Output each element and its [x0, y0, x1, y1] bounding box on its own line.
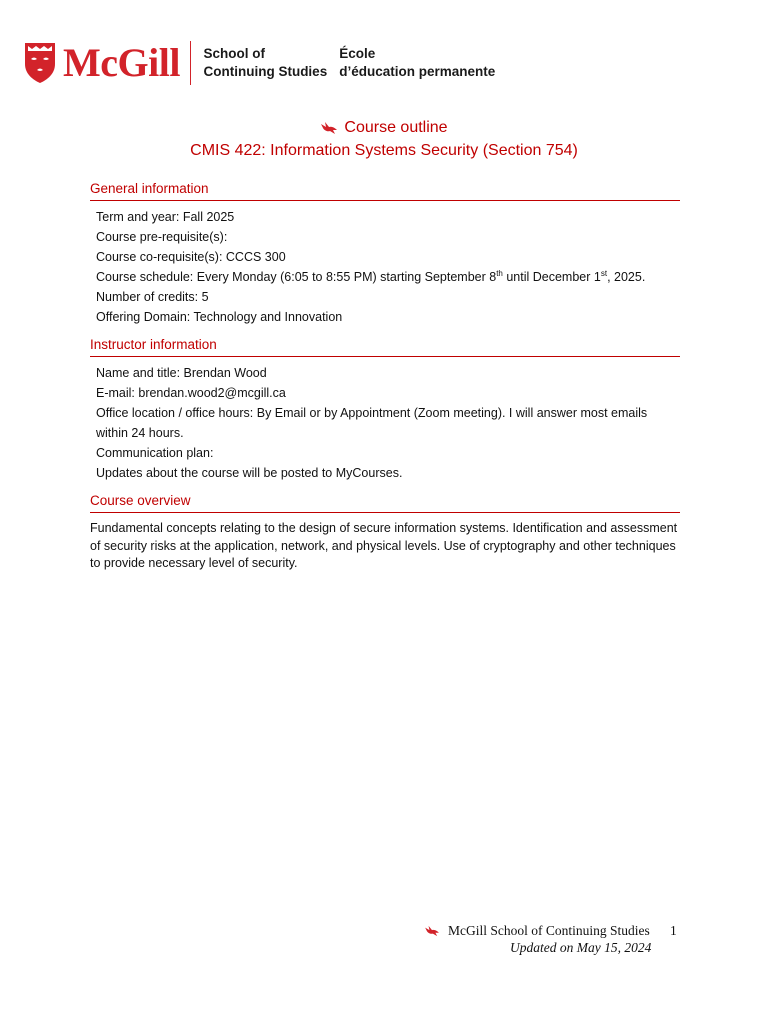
course-schedule: Course schedule: Every Monday (6:05 to 8:55 PM) starting September 8th until December 1st, 2025.: [96, 268, 646, 284]
term-year: Term and year: Fall 2025: [96, 210, 235, 224]
course-title: CMIS 422: Information Systems Security (Section 754): [190, 142, 578, 159]
unit-name-en: School of Continuing Studies: [203, 46, 328, 79]
general-info-list: [96, 207, 676, 327]
communication-plan: Communication plan:: [96, 446, 214, 460]
title-line-course-outline: Course outline: [0, 117, 768, 139]
document-title: [0, 117, 768, 162]
martlet-bird-icon: [320, 121, 338, 135]
header-divider: [190, 41, 192, 85]
instructor-email: E-mail: brendan.wood2@mcgill.ca: [96, 386, 286, 400]
prerequisites: Course pre-requisite(s):: [96, 230, 228, 244]
office-hours: Office location / office hours: By Email or by Appointment (Zoom meeting). I will answer most emails within 24 hours.: [96, 406, 648, 440]
section-heading-general: General information: [90, 180, 680, 201]
header: [24, 38, 495, 88]
page-footer: [420, 922, 680, 956]
course-overview-text: Fundamental concepts relating to the design of secure information systems. Identification and assessment of security risks at the application, network, and physical levels. Use of cryptography and other techniques to provide necessary level of security.: [90, 521, 678, 570]
section-heading-overview: Course overview: [90, 492, 680, 513]
page-number: 1: [670, 923, 677, 938]
section-heading-instructor: Instructor information: [90, 336, 680, 357]
offering-domain: Offering Domain: Technology and Innovation: [96, 310, 343, 324]
mcgill-crest-icon: [24, 42, 56, 84]
course-updates: Updates about the course will be posted to MyCourses.: [96, 466, 403, 480]
unit-name-fr: École d’éducation permanente: [339, 46, 496, 79]
mcgill-wordmark: McGill: [63, 40, 180, 85]
credits: Number of credits: 5: [96, 290, 209, 304]
updated-date: Updated on May 15, 2024: [510, 940, 652, 955]
martlet-bird-icon: [424, 925, 440, 937]
footer-org: McGill School of Continuing Studies: [420, 922, 680, 939]
instructor-name: Name and title: Brendan Wood: [96, 366, 267, 380]
corequisites: Course co-requisite(s): CCCS 300: [96, 250, 286, 264]
instructor-info-list: [96, 363, 676, 483]
